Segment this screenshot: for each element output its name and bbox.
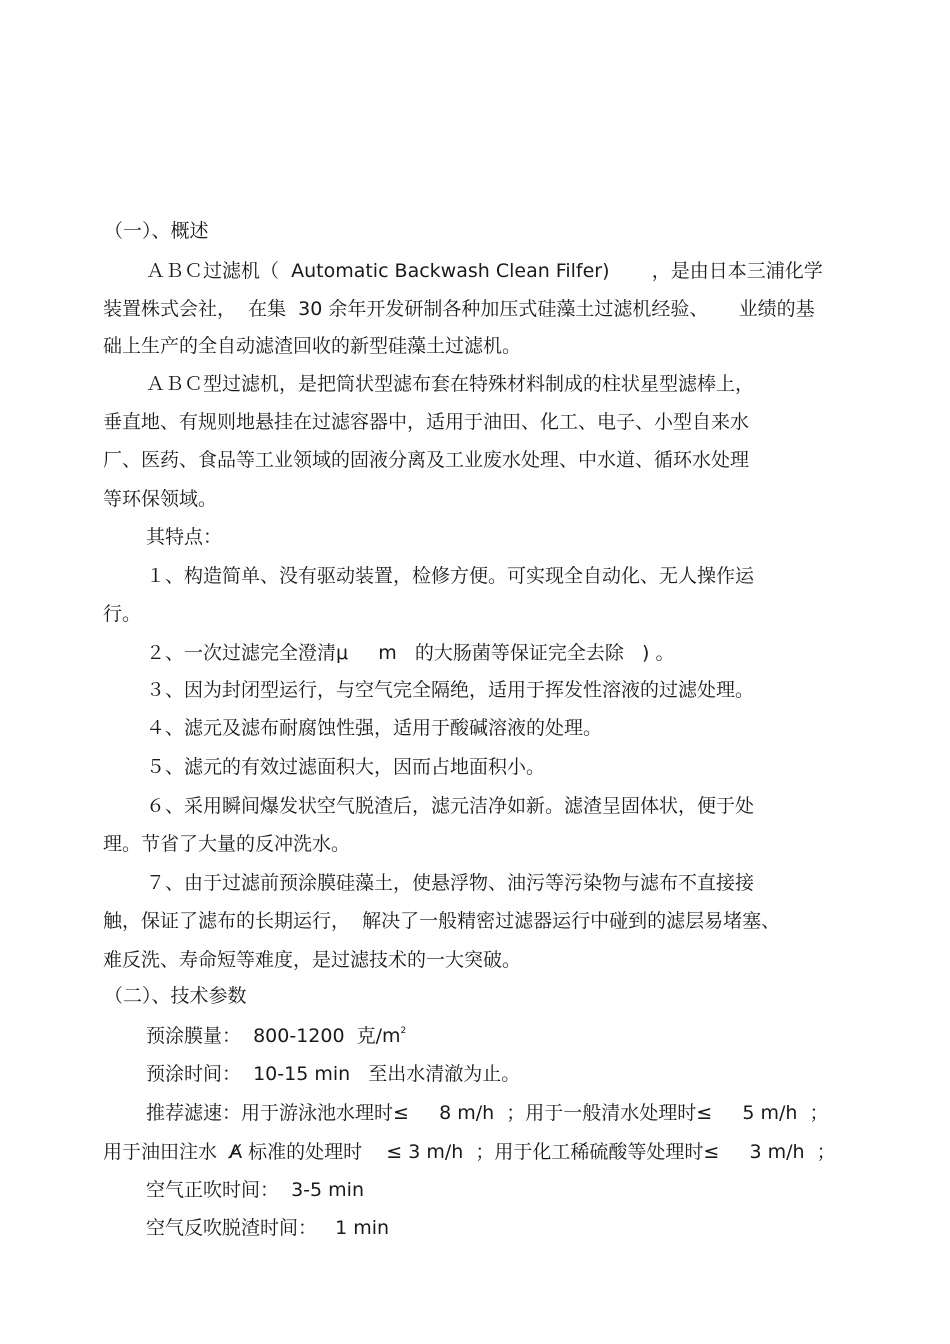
feature-4: ４、滤元及滤布耐腐蚀性强，适用于酸碱溶液的处理。 <box>146 717 603 739</box>
feature-5: ５、滤元的有效过滤面积大，因而占地面积小。 <box>146 756 546 778</box>
feature-7-line-1: ７、由于过滤前预涂膜硅藻土，使悬浮物、油污等污染物与滤布不直接接 <box>146 872 755 894</box>
param-precoat-time: 预涂时间： 10-15 min 至出水清澈为止。 <box>146 1063 521 1085</box>
param-air-reverse: 空气反吹脱渣时间： 1 min <box>146 1217 390 1239</box>
param-precoat-amount <box>146 1024 406 1048</box>
type-line-1: ＡＢＣ型过滤机，是把筒状型滤布套在特殊材料制成的柱状星型滤棒上， <box>146 373 755 395</box>
feature-7-line-2: 触，保证了滤布的长期运行， 解决了一般精密过滤器运行中碰到的滤层易堵塞、 <box>103 910 781 932</box>
param-air-forward: 空气正吹时间： 3-5 min <box>146 1179 364 1201</box>
param-precoat-amount-sup: 2 <box>400 1026 407 1036</box>
section-heading-params: （二）、技术参数 <box>104 985 247 1007</box>
intro-line-1: ＡＢＣ过滤机（ Automatic Backwash Clean Filfer) ，是由日本三浦化学 <box>146 260 823 282</box>
type-line-3: 厂、医药、食品等工业领域的固液分离及工业废水处理、中水道、循环水处理 <box>103 449 750 471</box>
feature-6-line-2: 理。节省了大量的反冲洗水。 <box>103 833 351 855</box>
param-filter-speed-line-1: 推荐滤速：用于游泳池水理时≤ 8 m/h ；用于一般清水处理时≤ 5 m/h ； <box>146 1102 829 1124</box>
section-heading-overview: （一）、概述 <box>104 220 209 242</box>
param-filter-speed-line-2: 用于油田注水 A̸ 标准的处理时 ≤ 3 m/h ；用于化工稀硫酸等处理时≤ 3 m/h ； <box>103 1141 836 1163</box>
feature-1-line-2: 行。 <box>103 603 142 625</box>
feature-1-line-1: １、构造简单、没有驱动装置，检修方便。可实现全自动化、无人操作运 <box>146 565 755 587</box>
features-label: 其特点： <box>146 526 223 548</box>
feature-7-line-3: 难反洗、寿命短等难度，是过滤技术的一大突破。 <box>103 949 522 971</box>
param-precoat-amount-text: 预涂膜量： 800-1200 克/m <box>146 1025 401 1047</box>
feature-6-line-1: ６、采用瞬间爆发状空气脱渣后，滤元洁净如新。滤渣呈固体状，便于处 <box>146 795 755 817</box>
feature-3: ３、因为封闭型运行，与空气完全隔绝，适用于挥发性溶液的过滤处理。 <box>146 679 755 701</box>
intro-line-2: 装置株式会社， 在集 30 余年开发研制各种加压式硅藻土过滤机经验、 业绩的基 <box>103 298 815 320</box>
intro-line-3: 础上生产的全自动滤渣回收的新型硅藻土过滤机。 <box>103 335 522 357</box>
type-line-2: 垂直地、有规则地悬挂在过滤容器中，适用于油田、化工、电子、小型自来水 <box>103 411 750 433</box>
type-line-4: 等环保领域。 <box>103 488 218 510</box>
feature-2: ２、一次过滤完全澄清μ m 的大肠菌等保证完全去除 ) 。 <box>146 642 675 664</box>
